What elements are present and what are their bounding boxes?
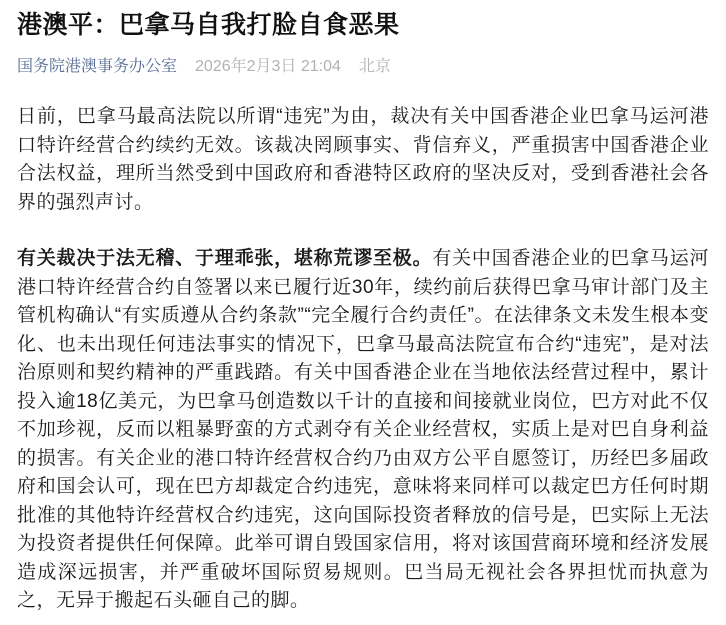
- article-title: 港澳平：巴拿马自我打脸自食恶果: [17, 11, 400, 39]
- paragraph-2: [17, 245, 709, 616]
- article-meta: [17, 56, 709, 78]
- paragraph-2-text: 有关中国香港企业的巴拿马运河港口特许经营合约自签署以来已履行近30年，续约前后获得巴拿马审计部门及主管机构确认“有实质遵从合约条款”“完全履行合约责任”。在法律条文未发生根本变化、也未出现任何违法事实的情况下，巴拿马最高法院宣布合约“违宪”，是对法治原则和契约精神的严重践踏。有关中国香港企业在当地依法经营过程中，累计投入逾18亿美元，为巴拿马创造数以千计的直接和间接就业岗位，巴方对此不仅不加珍视，反而以粗暴野蛮的方式剥夺有关企业经营权，实质上是对巴自身利益的损害。有关企业的港口特许经营权合约乃由双方公平自愿签订，历经巴多届政府和国会认可，现在巴方却裁定合约违宪，意味将来同样可以裁定巴方任何时期批准的其他特许经营权合约违宪，这向国际投资者释放的信号是，巴实际上无法为投资者提供任何保障。此举可谓自毁国家信用，将对该国营商环境和经济发展造成深远损害，并严重破坏国际贸易规则。巴当局无视社会各界担忧而执意为之，无异于搬起石头砸自己的脚。: [17, 248, 709, 611]
- paragraph-1: [17, 103, 709, 217]
- paragraph-2-lead: 有关裁决于法无稽、于理乖张，堪称荒谬至极。: [17, 248, 433, 269]
- author-link[interactable]: 国务院港澳事务办公室: [17, 58, 178, 75]
- publish-date: 2026年2月3日 21:04: [195, 58, 341, 75]
- publish-location: 北京: [358, 58, 391, 75]
- paragraph-1-text: 日前，巴拿马最高法院以所谓“违宪”为由，裁决有关中国香港企业巴拿马运河港口特许经营合约续约无效。该裁决罔顾事实、背信弃义，严重损害中国香港企业合法权益，理所当然受到中国政府和香港特区政府的坚决反对，受到香港社会各界的强烈声讨。: [17, 106, 709, 213]
- article-body: [17, 103, 709, 616]
